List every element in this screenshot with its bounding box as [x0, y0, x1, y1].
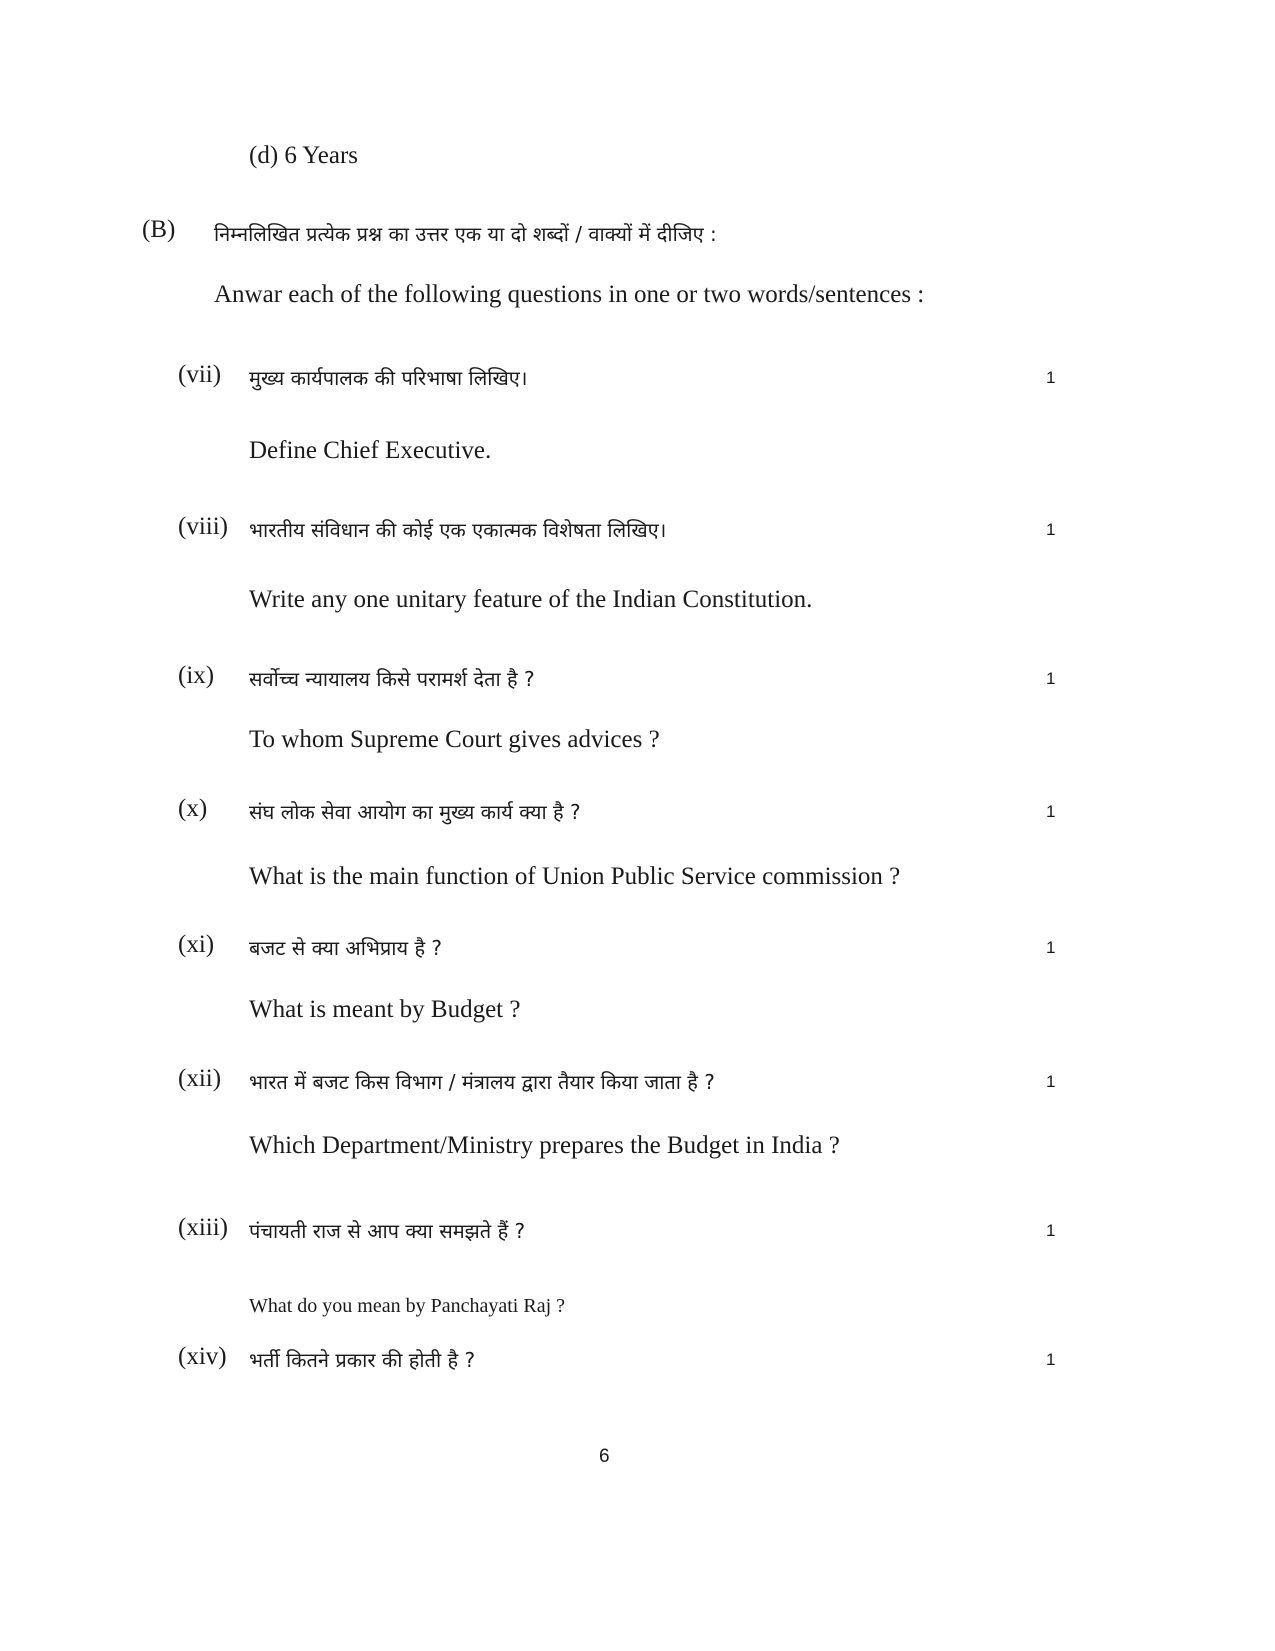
question-english: What is meant by Budget ?	[249, 996, 521, 1023]
question-hindi: भर्ती कितने प्रकार की होती है ?	[249, 1348, 476, 1372]
question-marks: 1	[1046, 1350, 1056, 1369]
question-number: (xiv)	[178, 1343, 227, 1370]
question-hindi: भारत में बजट किस विभाग / मंत्रालय द्वारा तैयार किया जाता है ?	[249, 1070, 715, 1094]
question-english: Define Chief Executive.	[249, 437, 492, 464]
question-hindi: सर्वोच्च न्यायालय किसे परामर्श देता है ?	[249, 667, 535, 691]
question-marks: 1	[1046, 1221, 1056, 1240]
question-number: (x)	[178, 795, 208, 822]
question-marks: 1	[1046, 368, 1056, 387]
question-marks: 1	[1046, 520, 1056, 539]
question-number: (xi)	[178, 931, 215, 958]
question-english: Write any one unitary feature of the Indian Constitution.	[249, 586, 813, 613]
question-hindi: भारतीय संविधान की कोई एक एकात्मक विशेषता लिखिए।	[249, 518, 667, 542]
question-hindi: मुख्य कार्यपालक की परिभाषा लिखिए।	[249, 366, 528, 390]
question-marks: 1	[1046, 1072, 1056, 1091]
section-instruction-hindi: निम्नलिखित प्रत्येक प्रश्न का उत्तर एक या दो शब्दों / वाक्यों में दीजिए :	[214, 222, 717, 246]
question-number: (xii)	[178, 1065, 222, 1092]
question-english: Which Department/Ministry prepares the Budget in India ?	[249, 1132, 840, 1159]
question-number: (viii)	[178, 513, 228, 540]
question-english: To whom Supreme Court gives advices ?	[249, 726, 660, 753]
question-hindi: बजट से क्या अभिप्राय है ?	[249, 936, 443, 960]
question-english: What is the main function of Union Public Service commission ?	[249, 863, 901, 890]
question-hindi: संघ लोक सेवा आयोग का मुख्य कार्य क्या है ?	[249, 800, 581, 824]
question-hindi: पंचायती राज से आप क्या समझते हैं ?	[249, 1219, 526, 1243]
question-english: What do you mean by Panchayati Raj ?	[249, 1295, 566, 1317]
option-d: (d) 6 Years	[249, 142, 359, 169]
question-number: (vii)	[178, 361, 222, 388]
section-label: (B)	[142, 216, 176, 243]
question-number: (xiii)	[178, 1214, 228, 1241]
page-number: 6	[599, 1446, 610, 1467]
question-marks: 1	[1046, 802, 1056, 821]
question-marks: 1	[1046, 669, 1056, 688]
question-marks: 1	[1046, 938, 1056, 957]
section-instruction-english: Anwar each of the following questions in one or two words/sentences :	[214, 281, 925, 308]
question-number: (ix)	[178, 662, 215, 689]
